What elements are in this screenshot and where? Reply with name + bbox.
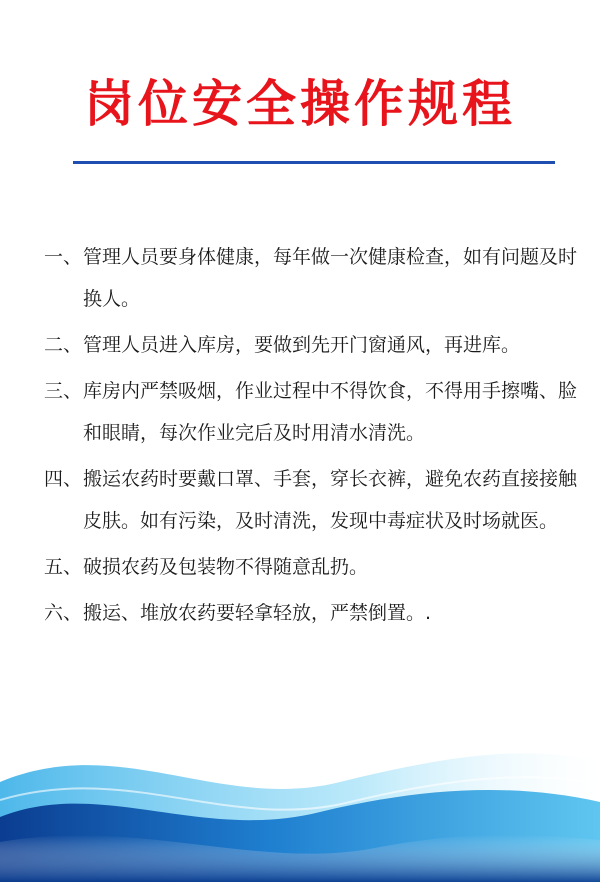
rule-item-2 (0, 324, 600, 366)
poster-title: 岗位安全操作规程 (84, 75, 516, 133)
rule-number: 六、 (44, 602, 83, 624)
rule-item-1 (0, 236, 600, 320)
rule-text: 搬运、堆放农药要轻拿轻放，严禁倒置。. (83, 602, 432, 624)
rule-number: 三、 (44, 380, 83, 402)
rules-list (0, 236, 600, 638)
rule-text: 破损农药及包装物不得随意乱扔。 (83, 556, 369, 578)
rule-text: 管理人员进入库房，要做到先开门窗通风，再进库。 (83, 334, 521, 356)
rule-text: 库房内严禁吸烟，作业过程中不得饮食，不得用手擦嘴、脸和眼睛，每次作业完后及时用清水清洗。 (83, 380, 578, 444)
rule-text: 管理人员要身体健康，每年做一次健康检查，如有问题及时换人。 (83, 246, 578, 310)
rule-item-6 (0, 592, 600, 634)
title-underline (73, 161, 555, 164)
decorative-wave (0, 722, 600, 882)
rule-text: 搬运农药时要戴口罩、手套，穿长衣裤，避免农药直接接触皮肤。如有污染，及时清洗，发现中毒症状及时场就医。 (83, 468, 578, 532)
rule-item-5 (0, 546, 600, 588)
rule-number: 五、 (44, 556, 83, 578)
rule-number: 四、 (44, 468, 83, 490)
rule-item-4 (0, 458, 600, 542)
rule-number: 一、 (44, 246, 83, 268)
rule-number: 二、 (44, 334, 83, 356)
rule-item-3 (0, 370, 600, 454)
